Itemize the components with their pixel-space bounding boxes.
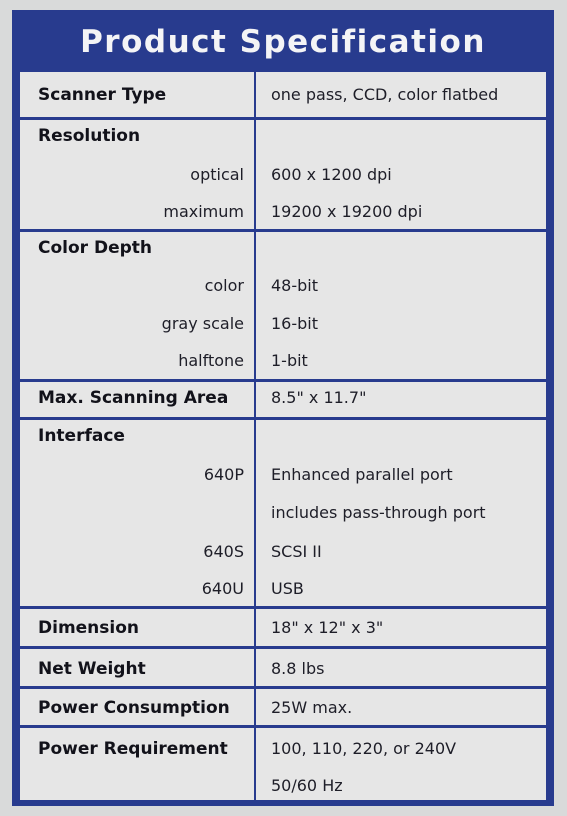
net-weight-value: 8.8 lbs	[271, 659, 325, 678]
color-depth-gray-label: gray scale	[161, 314, 244, 333]
power-consumption-value: 25W max.	[271, 698, 353, 717]
color-depth-color-label: color	[204, 276, 244, 295]
color-depth-gray-value: 16-bit	[271, 314, 319, 333]
max-scanning-area-value: 8.5" x 11.7"	[271, 388, 367, 407]
row-divider	[20, 725, 546, 728]
column-divider	[254, 72, 256, 800]
color-depth-halftone-value: 1-bit	[271, 351, 308, 370]
color-depth-label: Color Depth	[38, 238, 153, 258]
row-divider	[20, 417, 546, 420]
net-weight-label: Net Weight	[38, 659, 146, 679]
power-requirement-value: 100, 110, 220, or 240V	[271, 739, 457, 758]
interface-640p-value-line2: includes pass-through port	[271, 503, 486, 522]
row-divider	[20, 379, 546, 382]
scanner-type-label: Scanner Type	[38, 85, 167, 105]
row-divider	[20, 646, 546, 649]
scanner-type-value: one pass, CCD, color flatbed	[271, 85, 499, 104]
max-scanning-area-label: Max. Scanning Area	[38, 388, 229, 408]
resolution-maximum-label: maximum	[163, 202, 244, 221]
page-title: Product Specification	[80, 24, 486, 60]
resolution-optical-value: 600 x 1200 dpi	[271, 165, 392, 184]
row-divider	[20, 229, 546, 232]
power-consumption-label: Power Consumption	[38, 698, 230, 718]
dimension-label: Dimension	[38, 618, 140, 638]
interface-640u-label: 640U	[201, 579, 244, 598]
color-depth-color-value: 48-bit	[271, 276, 319, 295]
interface-640u-value: USB	[271, 579, 304, 598]
interface-label: Interface	[38, 426, 125, 446]
power-requirement-label: Power Requirement	[38, 739, 228, 759]
power-requirement-value-line2: 50/60 Hz	[271, 776, 343, 795]
interface-640p-label: 640P	[203, 465, 244, 484]
color-depth-halftone-label: halftone	[178, 351, 244, 370]
dimension-value: 18" x 12" x 3"	[271, 618, 384, 637]
row-divider	[20, 606, 546, 609]
interface-640s-value: SCSI II	[271, 542, 322, 561]
interface-640p-value: Enhanced parallel port	[271, 465, 453, 484]
spec-frame	[12, 10, 554, 806]
resolution-optical-label: optical	[190, 165, 244, 184]
row-divider	[20, 686, 546, 689]
interface-640s-label: 640S	[203, 542, 244, 561]
resolution-maximum-value: 19200 x 19200 dpi	[271, 202, 423, 221]
resolution-label: Resolution	[38, 126, 141, 146]
spec-table	[20, 72, 546, 800]
row-divider	[20, 117, 546, 120]
